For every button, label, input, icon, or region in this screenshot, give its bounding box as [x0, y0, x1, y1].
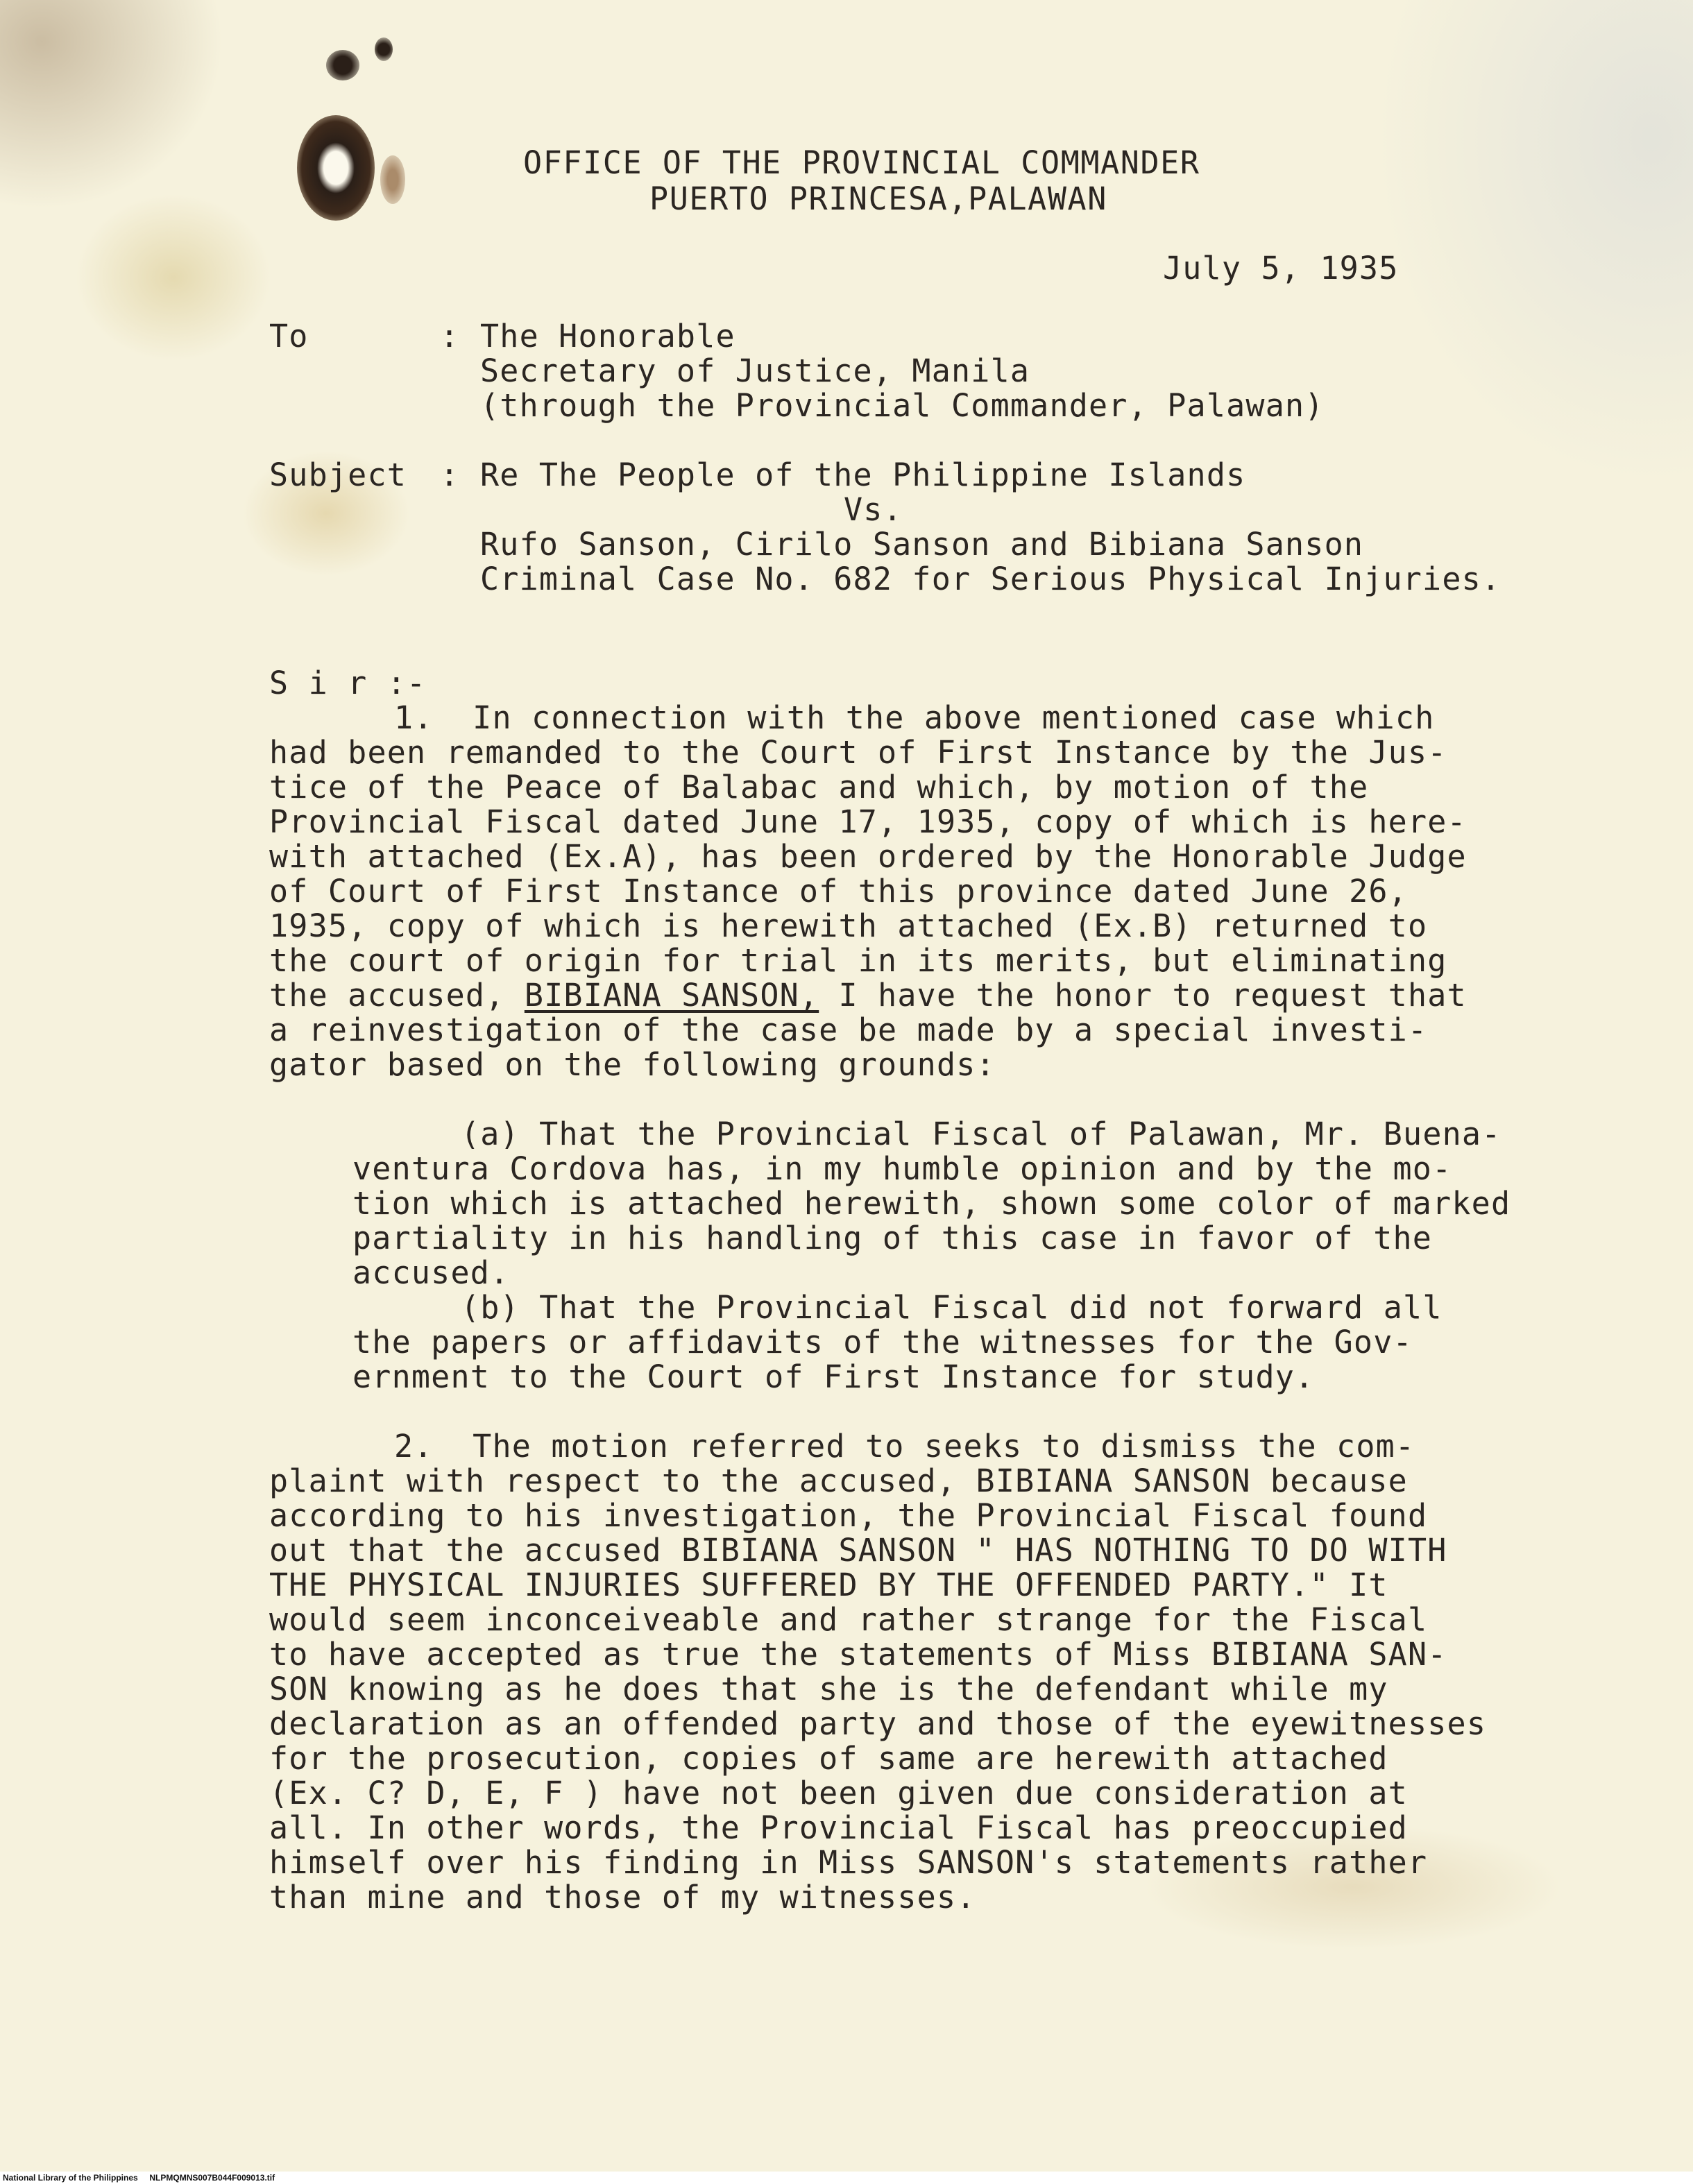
letterhead-office: OFFICE OF THE PROVINCIAL COMMANDER	[523, 144, 1200, 181]
burn-spot	[326, 50, 359, 80]
para2-line: to have accepted as true the statements of Miss BIBIANA SAN-	[269, 1636, 1447, 1673]
para1-line: Provincial Fiscal dated June 17, 1935, copy of which is here-	[269, 803, 1467, 840]
burn-hole-stain	[297, 115, 375, 221]
letter-date: July 5, 1935	[1163, 250, 1399, 287]
ground-a-line: (a) That the Provincial Fiscal of Palawan, Mr. Buena-	[461, 1116, 1501, 1152]
subject-line: Vs.	[844, 491, 903, 528]
para2-line: according to his investigation, the Provincial Fiscal found	[269, 1497, 1428, 1534]
para1-line: had been remanded to the Court of First Instance by the Jus-	[269, 734, 1447, 771]
para2-line: 2. The motion referred to seeks to dismiss the com-	[394, 1428, 1415, 1465]
ground-b-line: the papers or affidavits of the witnesses for the Gov-	[352, 1324, 1413, 1360]
para1-line: 1935, copy of which is herewith attached (Ex.B) returned to	[269, 907, 1428, 944]
burn-spot	[375, 37, 393, 61]
ground-a-line: ventura Cordova has, in my humble opinion and by the mo-	[352, 1150, 1452, 1187]
accused-name-underlined: BIBIANA SANSON,	[524, 977, 819, 1014]
letterhead-location: PUERTO PRINCESA,PALAWAN	[649, 180, 1107, 217]
para1-line: gator based on the following grounds:	[269, 1046, 996, 1083]
para2-line: out that the accused BIBIANA SANSON " HAS NOTHING TO DO WITH	[269, 1532, 1447, 1569]
para1-line: of Court of First Instance of this province dated June 26,	[269, 873, 1408, 910]
para2-line: THE PHYSICAL INJURIES SUFFERED BY THE OFFENDED PARTY." It	[269, 1567, 1388, 1603]
para1-text: I have the honor to request that	[819, 977, 1467, 1014]
ground-a-line: partiality in his handling of this case in favor of the	[352, 1220, 1433, 1256]
ground-b-line: ernment to the Court of First Instance for study.	[352, 1358, 1315, 1395]
to-line: The Honorable	[480, 318, 735, 355]
to-separator: :	[440, 318, 460, 355]
para1-line: 1. In connection with the above mentioned case which	[394, 699, 1435, 736]
ground-b-line: (b) That the Provincial Fiscal did not forward all	[461, 1289, 1443, 1326]
subject-line: Re The People of the Philippine Islands	[480, 457, 1246, 493]
subject-separator: :	[440, 457, 460, 493]
para1-line: with attached (Ex.A), has been ordered by the Honorable Judge	[269, 838, 1467, 875]
burn-spot	[380, 155, 405, 204]
footer-institution: National Library of the Philippines	[3, 2173, 138, 2183]
para1-line: tice of the Peace of Balabac and which, by motion of the	[269, 769, 1369, 805]
scan-footer-label	[3, 2172, 275, 2183]
subject-label: Subject	[269, 457, 407, 493]
to-line: (through the Provincial Commander, Palawan)	[480, 387, 1325, 424]
para1-line: the court of origin for trial in its merits, but eliminating	[269, 942, 1447, 979]
subject-line: Rufo Sanson, Cirilo Sanson and Bibiana Sanson	[480, 526, 1364, 563]
salutation: S i r :-	[269, 665, 427, 701]
para2-line: (Ex. C? D, E, F ) have not been given due consideration at	[269, 1775, 1408, 1811]
para2-line: than mine and those of my witnesses.	[269, 1879, 976, 1916]
para2-line: for the prosecution, copies of same are herewith attached	[269, 1740, 1388, 1777]
para2-line: declaration as an offended party and those of the eyewitnesses	[269, 1705, 1487, 1742]
ground-a-line: accused.	[352, 1254, 510, 1291]
ground-a-line: tion which is attached herewith, shown some color of marked	[352, 1185, 1511, 1222]
to-label: To	[269, 318, 309, 355]
para2-line: all. In other words, the Provincial Fiscal has preoccupied	[269, 1809, 1408, 1846]
para1-line: a reinvestigation of the case be made by a special investi-	[269, 1012, 1428, 1048]
para2-line: himself over his finding in Miss SANSON's statements rather	[269, 1844, 1428, 1881]
para1-text: the accused,	[269, 977, 525, 1014]
to-line: Secretary of Justice, Manila	[480, 352, 1030, 389]
para1-line	[269, 978, 1467, 1013]
footer-filename: NLPMQMNS007B044F009013.tif	[149, 2173, 275, 2183]
subject-line: Criminal Case No. 682 for Serious Physical Injuries.	[480, 561, 1501, 597]
para2-line: plaint with respect to the accused, BIBIANA SANSON because	[269, 1462, 1408, 1499]
para2-line: SON knowing as he does that she is the defendant while my	[269, 1671, 1388, 1707]
para2-line: would seem inconceiveable and rather strange for the Fiscal	[269, 1601, 1428, 1638]
